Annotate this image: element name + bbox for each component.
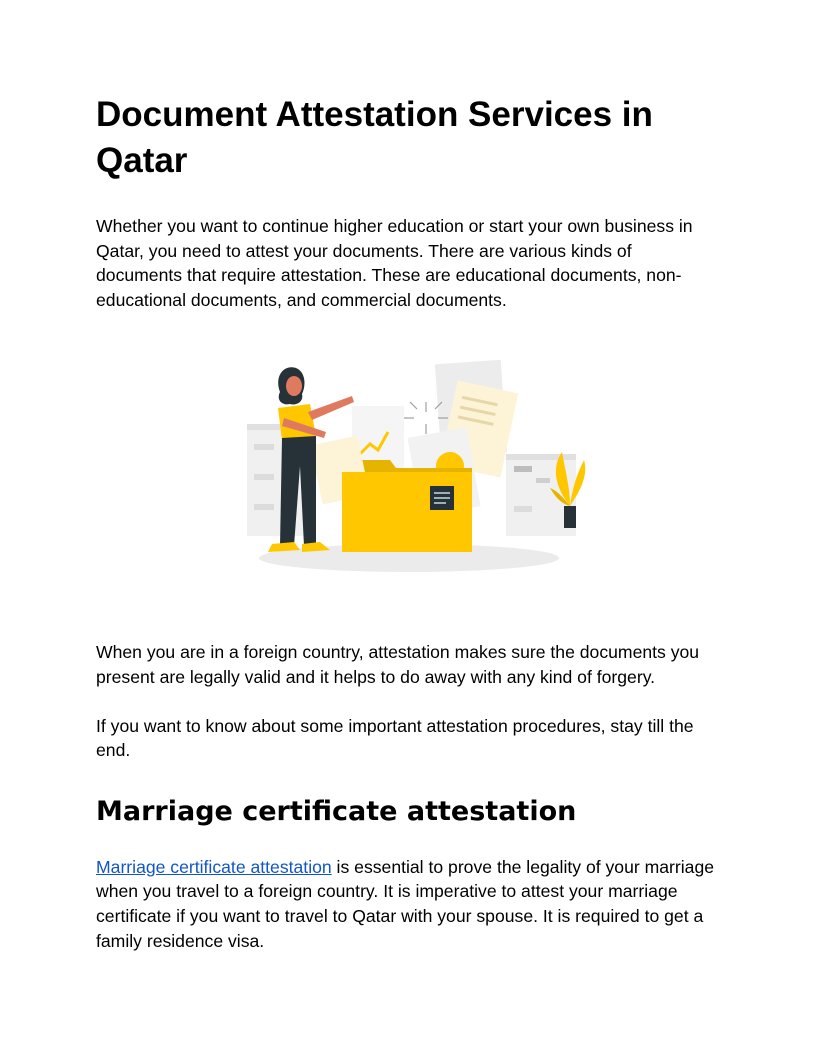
marriage-section-heading: Marriage certificate attestation [96, 795, 577, 827]
illustration-figure [96, 356, 721, 596]
document-body [96, 92, 721, 953]
procedures-paragraph: If you want to know about some important attestation procedures, stay till the end. [96, 715, 694, 761]
marriage-certificate-link[interactable]: Marriage certificate attestation [96, 856, 332, 877]
foreign-country-paragraph: When you are in a foreign country, attestation makes sure the documents you present are legally valid and it helps to do away with any kind of forgery. [96, 642, 700, 687]
marriage-paragraph-text: is essential to prove the legality of your marriage when you travel to a foreign country. It is imperative to attest your marriage certificate if you want to travel to Qatar with your spouse. It is required to get a family residence visa. [96, 856, 715, 951]
marriage-paragraph [96, 855, 721, 953]
document-attestation-illustration [244, 356, 589, 576]
page-title: Document Attestation Services in Qatar [96, 95, 653, 180]
intro-paragraph: Whether you want to continue higher education or start your own business in Qatar, you need to attest your documents. There are various kinds of documents that require attestation. These are educational documents, non-educational documents, and commercial documents. [96, 216, 693, 310]
